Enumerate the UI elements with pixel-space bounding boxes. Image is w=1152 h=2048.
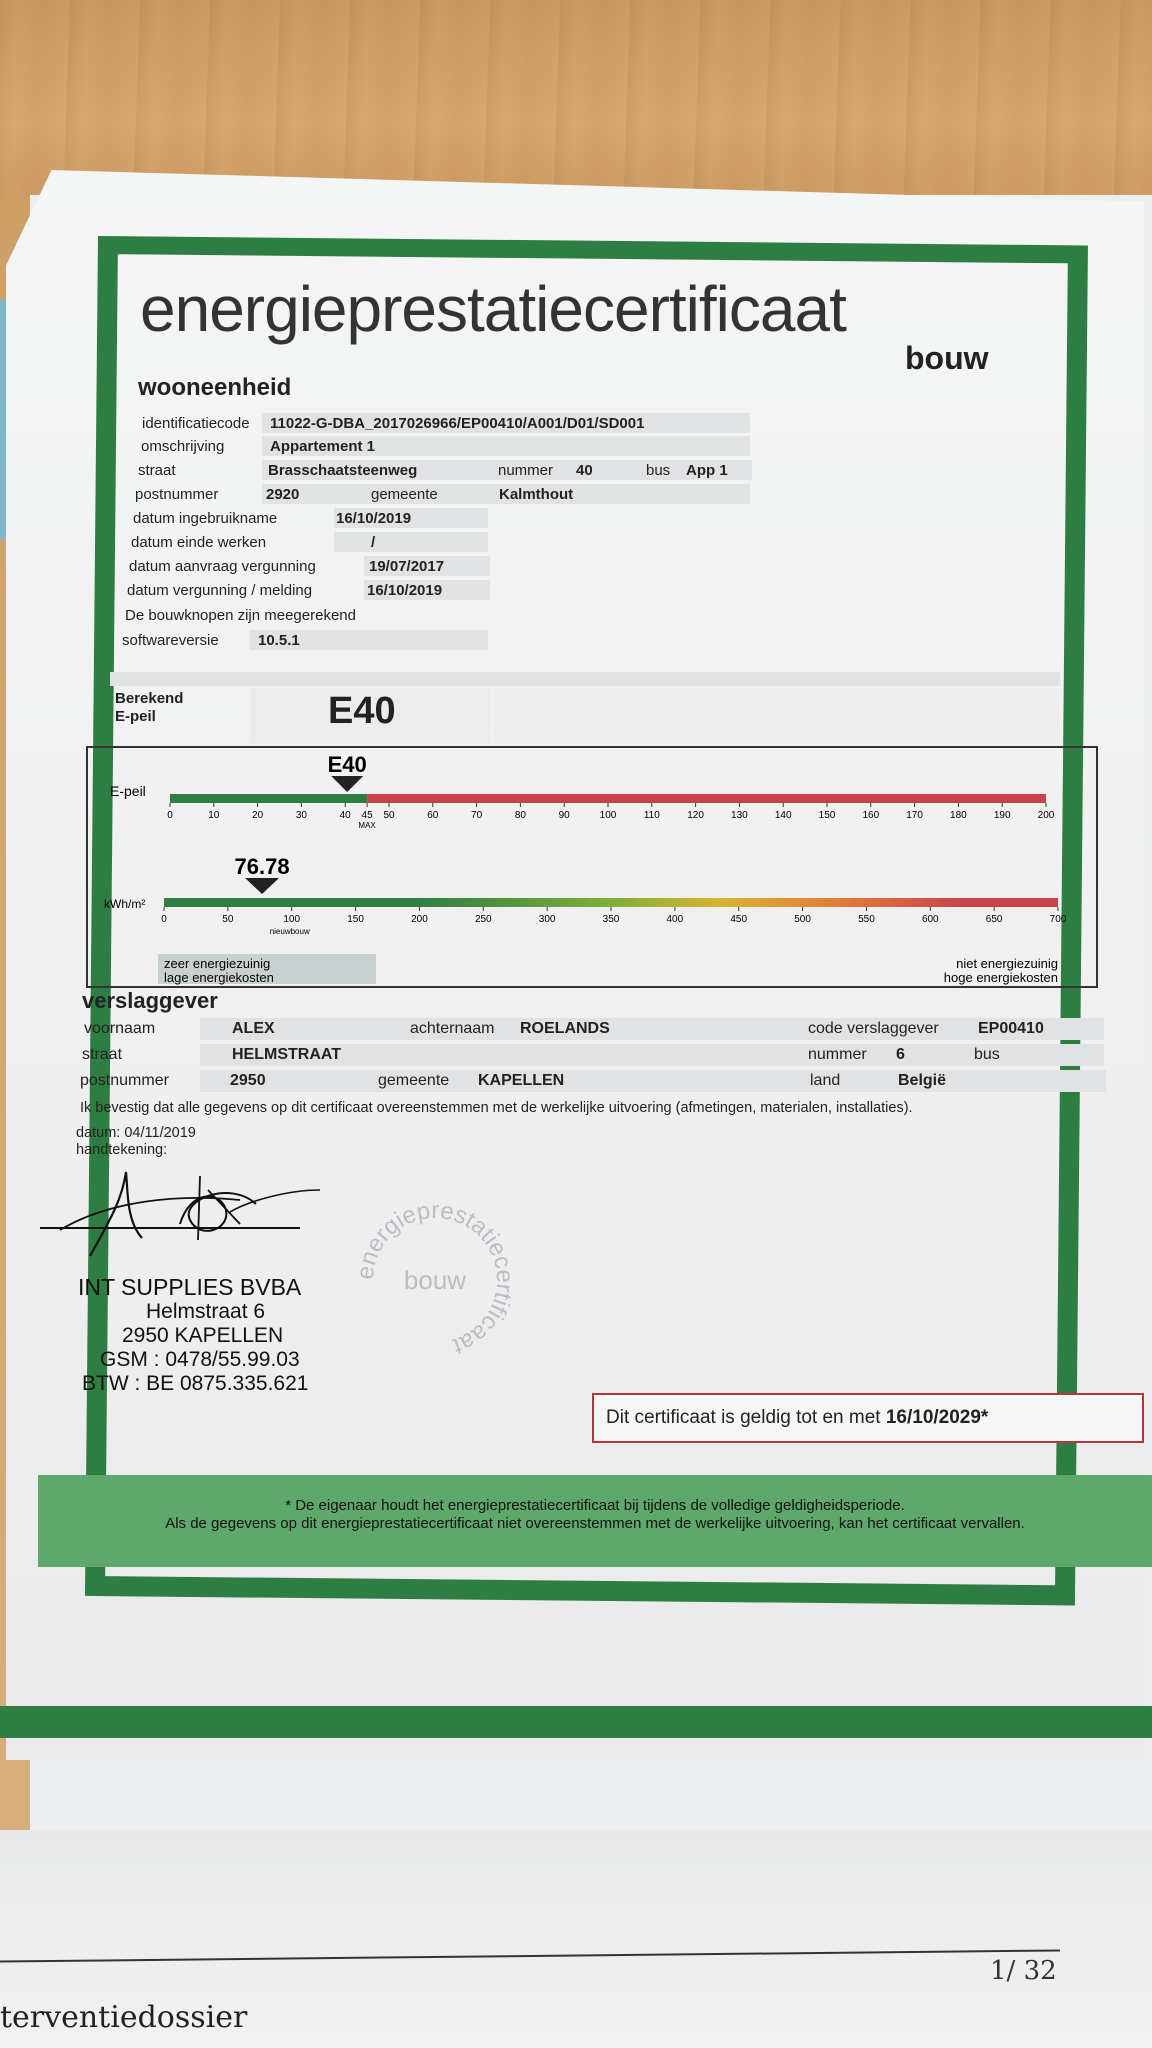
- shade-separator: [110, 672, 1060, 686]
- label-einde-werken: datum einde werken: [131, 534, 267, 551]
- epeil-tick-label: 20: [252, 810, 264, 821]
- seal-ring-text: energieprestatiecertificaat: [351, 1196, 519, 1360]
- berekend-epeil-label: [115, 690, 183, 726]
- validity-date: 16/10/2029*: [885, 1407, 989, 1428]
- page-number: 1/ 32: [990, 1956, 1057, 1986]
- label-voornaam: voornaam: [84, 1020, 156, 1037]
- kwh-marker-arrow: [245, 878, 279, 894]
- epeil-tick-label: 110: [643, 810, 660, 821]
- kwh-tick-label: 200: [411, 914, 428, 925]
- label-postnummer: postnummer: [135, 486, 219, 503]
- kwh-tick-label: 50: [222, 914, 234, 925]
- label-identificatiecode: identificatiecode: [142, 415, 250, 432]
- label-nummer: nummer: [498, 462, 554, 479]
- kwh-axis-label: kWh/m²: [104, 897, 146, 911]
- label-bus: bus: [646, 462, 671, 479]
- epeil-tick-label: 60: [427, 810, 439, 821]
- value-ver-land: België: [898, 1072, 947, 1089]
- epeil-tick-label: 45: [361, 810, 373, 821]
- epeil-tick-label: 0: [167, 810, 173, 821]
- epeil-tick-label: 150: [818, 810, 836, 821]
- kwh-tick-label: 650: [985, 914, 1003, 925]
- company-btw: BTW : BE 0875.335.621: [82, 1372, 309, 1395]
- epeil-tick-label: 10: [208, 810, 220, 821]
- epeil-value: E40: [328, 690, 396, 732]
- handwritten-signature: [30, 1160, 330, 1270]
- label-bouwknopen: De bouwknopen zijn meegerekend: [125, 607, 356, 624]
- kwh-tick-label: 550: [858, 914, 875, 925]
- kwh-tick-label: 500: [794, 914, 811, 925]
- shade-einde-werken: [334, 532, 488, 552]
- green-bottom-bar: [0, 1706, 1152, 1738]
- kwh-tick-label: 0: [161, 914, 167, 925]
- attest-date-block: [76, 1125, 196, 1159]
- value-einde-werken: /: [371, 534, 376, 551]
- epeil-bar-bad: [367, 794, 1046, 803]
- value-ver-gemeente: KAPELLEN: [478, 1072, 565, 1089]
- certificate-title: energieprestatiecertificaat: [140, 273, 846, 345]
- value-bus: App 1: [686, 462, 728, 479]
- label-ver-postnummer: postnummer: [80, 1072, 169, 1089]
- wood-table-background: [0, 0, 1152, 200]
- shade-ver-1: [200, 1018, 1104, 1040]
- label-achternaam: achternaam: [410, 1020, 495, 1037]
- kwh-nieuwbouw-label: nieuwbouw: [269, 927, 310, 936]
- left-caption-2: lage energiekosten: [164, 970, 274, 985]
- company-gsm: GSM : 0478/55.99.03: [100, 1348, 300, 1371]
- epeil-label: E-peil: [115, 708, 156, 725]
- kwh-tick-label: 700: [1049, 914, 1067, 925]
- epeil-tick-label: 70: [471, 810, 483, 821]
- kwh-tick-label: 350: [602, 914, 620, 925]
- epeil-tick-label: 100: [599, 810, 617, 821]
- value-ingebruikname: 16/10/2019: [336, 510, 412, 527]
- footer-line-1: * De eigenaar houdt het energieprestatiecertificaat bij tijdens de volledige geldigheidsperiode.: [285, 1497, 905, 1514]
- berekend-label: Berekend: [115, 690, 184, 707]
- kwh-tick-label: 600: [921, 914, 939, 925]
- validity-text: Dit certificaat is geldig tot en met: [606, 1407, 886, 1428]
- kwh-tick-label: 450: [730, 914, 748, 925]
- kwh-tick-label: 400: [666, 914, 684, 925]
- shade-ver-3: [200, 1070, 1106, 1092]
- epeil-tick-label: 120: [687, 810, 704, 821]
- attest-signature-label: handtekening:: [76, 1142, 168, 1158]
- footer-band: [38, 1475, 1152, 1567]
- kwh-tick-label: 300: [538, 914, 556, 925]
- value-straat: Brasschaatsteenweg: [268, 462, 418, 479]
- label-ver-land: land: [810, 1072, 841, 1089]
- section-verslaggever: verslaggever: [82, 988, 218, 1013]
- epeil-max-label: MAX: [358, 821, 376, 830]
- company-name: INT SUPPLIES BVBA: [78, 1274, 302, 1300]
- label-ver-bus: bus: [974, 1046, 1000, 1063]
- attest-statement: Ik bevestig dat alle gegevens op dit certificaat overeenstemmen met de werkelijke uitvoering (afmetingen, materialen, installaties).: [80, 1100, 913, 1116]
- label-ver-nummer: nummer: [808, 1046, 867, 1063]
- energy-scale-chart: [86, 746, 1098, 988]
- label-aanvraag: datum aanvraag vergunning: [129, 558, 316, 575]
- value-voornaam: ALEX: [232, 1020, 275, 1037]
- value-postnummer: 2920: [266, 486, 300, 503]
- value-softwareversie: 10.5.1: [258, 632, 300, 649]
- right-caption-2: hoge energiekosten: [943, 970, 1058, 985]
- label-ver-straat: straat: [82, 1046, 123, 1063]
- dossier-label: terventiedossier: [0, 2000, 248, 2035]
- label-gemeente: gemeente: [371, 486, 438, 503]
- shade-epeil-right: [494, 688, 1060, 744]
- value-omschrijving: Appartement 1: [270, 438, 376, 455]
- epeil-bar-good: [170, 794, 367, 803]
- epeil-marker-label: E40: [327, 752, 367, 777]
- certificate-subtitle: bouw: [905, 340, 989, 376]
- attest-date: datum: 04/11/2019: [76, 1125, 196, 1141]
- value-nummer: 40: [576, 462, 593, 479]
- value-achternaam: ROELANDS: [520, 1020, 610, 1037]
- value-ver-postnummer: 2950: [230, 1072, 266, 1089]
- kwh-marker-label: 76.78: [234, 854, 290, 879]
- label-straat: straat: [138, 462, 176, 479]
- epeil-tick-label: 40: [339, 810, 351, 821]
- company-city: 2950 KAPELLEN: [122, 1324, 284, 1347]
- value-vergunning: 16/10/2019: [367, 582, 443, 599]
- value-gemeente: Kalmthout: [499, 486, 574, 503]
- epeil-tick-label: 30: [295, 810, 307, 821]
- left-caption-1: zeer energiezuinig: [164, 956, 271, 971]
- kwh-tick-label: 100: [283, 914, 301, 925]
- epeil-marker-arrow: [331, 776, 363, 792]
- epeil-tick-label: 50: [383, 810, 395, 821]
- epeil-axis-label: E-peil: [110, 783, 146, 799]
- label-code: code verslaggever: [808, 1020, 939, 1037]
- label-softwareversie: softwareversie: [122, 632, 219, 649]
- epeil-tick-label: 80: [514, 810, 526, 821]
- value-ver-straat: HELMSTRAAT: [232, 1046, 342, 1063]
- value-identificatiecode: 11022-G-DBA_2017026966/EP00410/A001/D01/SD001: [270, 415, 645, 432]
- label-omschrijving: omschrijving: [141, 438, 225, 455]
- label-ver-gemeente: gemeente: [378, 1072, 450, 1089]
- epeil-tick-label: 200: [1037, 810, 1055, 821]
- section-wooneenheid: wooneenheid: [138, 374, 292, 401]
- value-code: EP00410: [978, 1020, 1044, 1037]
- epeil-tick-label: 140: [774, 810, 792, 821]
- label-vergunning: datum vergunning / melding: [127, 582, 313, 599]
- epeil-tick-label: 180: [950, 810, 967, 821]
- right-caption-1: niet energiezuinig: [956, 956, 1058, 971]
- certificate-seal: [350, 1195, 520, 1365]
- kwh-tick-label: 250: [474, 914, 492, 925]
- kwh-bar: [164, 898, 1058, 907]
- validity-box: [592, 1393, 1144, 1443]
- label-ingebruikname: datum ingebruikname: [133, 510, 278, 527]
- epeil-tick-label: 160: [862, 810, 880, 821]
- company-street: Helmstraat 6: [146, 1300, 266, 1323]
- epeil-tick-label: 190: [993, 810, 1011, 821]
- value-aanvraag: 19/07/2017: [369, 558, 445, 575]
- epeil-tick-label: 170: [906, 810, 923, 821]
- value-ver-nummer: 6: [896, 1046, 905, 1063]
- epeil-tick-label: 90: [558, 810, 570, 821]
- kwh-tick-label: 150: [347, 914, 364, 925]
- seal-center-text: bouw: [403, 1265, 467, 1295]
- epeil-tick-label: 130: [731, 810, 748, 821]
- footer-line-2: Als de gegevens op dit energieprestatiecertificaat niet overeenstemmen met de werkelijke uitvoering, kan het certificaat vervallen.: [165, 1515, 1025, 1532]
